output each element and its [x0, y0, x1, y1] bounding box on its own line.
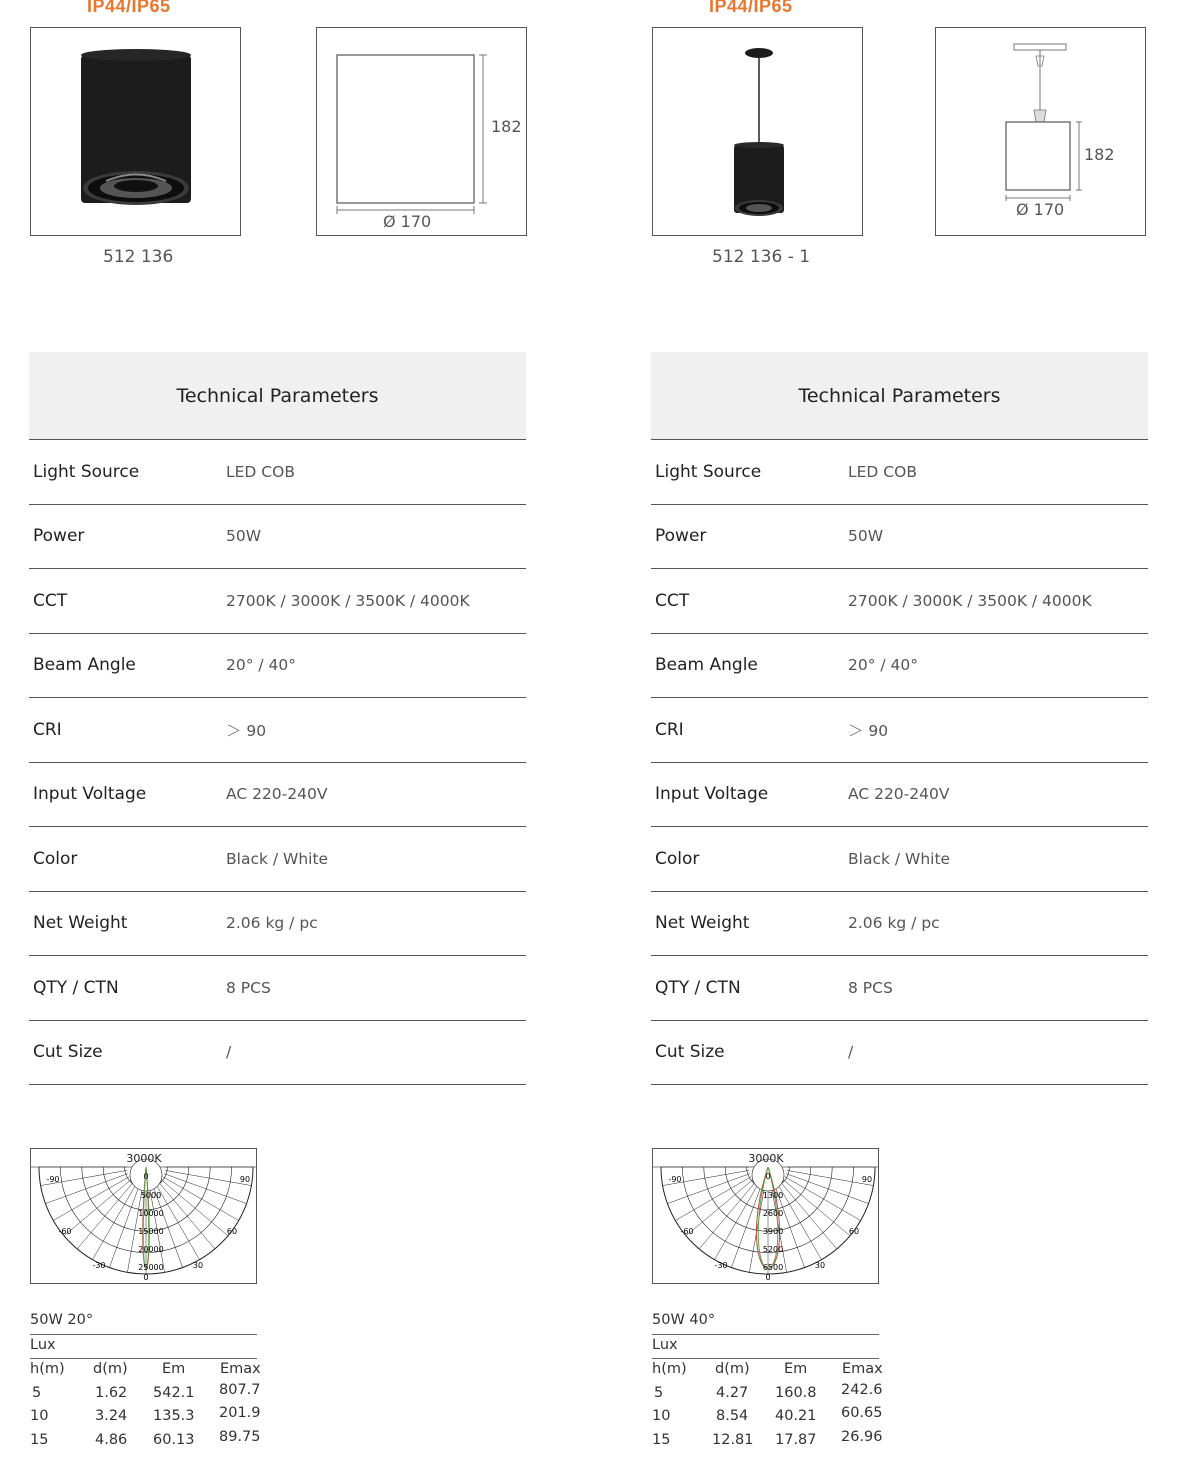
param-label: CRI [655, 719, 684, 740]
param-label: Cut Size [33, 1042, 103, 1063]
param-value: 2.06 kg / pc [226, 914, 318, 933]
lux-cell: 160.8 [775, 1384, 817, 1401]
param-value: 20° / 40° [226, 656, 297, 675]
param-label: Input Voltage [33, 784, 147, 805]
lux-spec: 50W 20° [30, 1312, 94, 1328]
polar-spoke [780, 1182, 836, 1249]
lux-header: h(m) [652, 1361, 687, 1377]
polar-cct-label: 3000K [748, 1152, 784, 1165]
param-label: Light Source [655, 461, 762, 482]
param-label: CCT [655, 590, 690, 611]
polar-spoke [783, 1179, 850, 1235]
param-label: QTY / CTN [655, 977, 741, 998]
product-code: 512 136 - 1 [712, 247, 811, 267]
dimension-drawing-downlight [316, 27, 527, 236]
polar-spoke [715, 1184, 759, 1260]
param-label: Light Source [33, 461, 140, 482]
polar-spoke [77, 1182, 133, 1249]
polar-spoke [675, 1177, 751, 1221]
angle-label: -90 [668, 1175, 682, 1184]
param-value: 8 PCS [848, 978, 893, 997]
param-value: LED COB [226, 462, 295, 481]
ring-value: 6500 [762, 1263, 784, 1272]
polar-spoke [163, 1177, 239, 1221]
ring-value: 15000 [138, 1227, 164, 1236]
lux-header: Emax [842, 1361, 883, 1377]
table-row [651, 763, 1148, 828]
table-row [29, 763, 526, 828]
lux-cell: 15 [30, 1431, 49, 1448]
table-row [652, 1381, 883, 1407]
angle-label: 0 [765, 1273, 771, 1282]
ring-value: 5200 [762, 1245, 784, 1254]
lux-cell: 3.24 [95, 1408, 128, 1424]
lux-cell: 4.86 [95, 1431, 128, 1448]
param-value: 2700K / 3000K / 3500K / 4000K [226, 591, 470, 610]
table-row [30, 1381, 261, 1407]
lux-cell: 60.13 [153, 1431, 195, 1448]
lux-cell: 60.65 [841, 1405, 883, 1421]
lux-cell: 5 [654, 1384, 664, 1401]
angle-label: 60 [226, 1227, 238, 1236]
param-label: Color [655, 848, 700, 869]
dimension-height: 182 [491, 117, 522, 136]
param-value: AC 220-240V [848, 785, 950, 804]
param-value: 8 PCS [226, 978, 271, 997]
lux-header: h(m) [30, 1361, 65, 1377]
lux-spec: 50W 40° [652, 1312, 716, 1328]
param-label: Net Weight [33, 913, 128, 934]
angle-label: 0 [143, 1273, 149, 1282]
lux-cell: 201.9 [219, 1405, 261, 1421]
polar-spoke [158, 1182, 214, 1249]
polar-spoke [53, 1177, 129, 1221]
angle-label: 0 [143, 1172, 149, 1181]
param-label: Power [655, 526, 707, 547]
table-row [29, 634, 526, 699]
ring-value: 20000 [138, 1245, 164, 1254]
lux-cell: 10 [652, 1408, 671, 1424]
lux-cell: 807.7 [219, 1381, 261, 1398]
table-row [651, 698, 1148, 763]
angle-label: 60 [848, 1227, 860, 1236]
product-photo-downlight [30, 27, 241, 236]
param-value: 50W [226, 527, 262, 546]
param-value: AC 220-240V [226, 785, 328, 804]
angle-label: 30 [192, 1261, 204, 1270]
lux-cell: 26.96 [841, 1428, 883, 1445]
angle-label: 90 [861, 1175, 873, 1184]
param-value: 2700K / 3000K / 3500K / 4000K [848, 591, 1092, 610]
lux-cell: 40.21 [775, 1408, 817, 1424]
table-row [652, 1428, 883, 1454]
param-label: Input Voltage [655, 784, 769, 805]
param-label: CCT [33, 590, 68, 611]
table-row [29, 569, 526, 634]
product-photo-pendant [652, 27, 863, 236]
lux-header-row [652, 1359, 883, 1383]
ring-value: 1300 [762, 1191, 784, 1200]
param-label: Color [33, 848, 78, 869]
angle-label: -30 [92, 1261, 106, 1270]
ring-value: 25000 [138, 1263, 164, 1272]
lux-header: d(m) [715, 1361, 750, 1377]
polar-cct-label: 3000K [126, 1152, 162, 1165]
param-value: 50W [848, 527, 884, 546]
polar-spoke [161, 1179, 228, 1235]
product-code: 512 136 [103, 247, 174, 267]
lux-cell: 12.81 [712, 1431, 754, 1448]
table-row [651, 634, 1148, 699]
angle-label: -30 [714, 1261, 728, 1270]
param-value: 2.06 kg / pc [848, 914, 940, 933]
technical-parameters-table [651, 352, 1148, 1085]
lux-cell: 15 [652, 1431, 671, 1448]
polar-spoke [686, 1179, 753, 1235]
polar-spoke [164, 1174, 246, 1204]
param-value: ＞ 90 [848, 721, 889, 740]
lux-header-row [30, 1359, 261, 1383]
polar-spoke [786, 1174, 868, 1204]
param-label: CRI [33, 719, 62, 740]
ring-value: 10000 [138, 1209, 164, 1218]
param-label: Net Weight [655, 913, 750, 934]
table-row [652, 1405, 883, 1430]
table-row [651, 827, 1148, 892]
polar-spoke [64, 1179, 131, 1235]
dimension-drawing-pendant [935, 27, 1146, 236]
lux-unit: Lux [652, 1336, 678, 1353]
lux-cell: 135.3 [153, 1408, 195, 1424]
table-row [651, 956, 1148, 1021]
polar-spoke [699, 1182, 755, 1249]
polar-spoke [778, 1184, 822, 1260]
angle-label: 30 [814, 1261, 826, 1270]
param-value: Black / White [848, 849, 951, 868]
lux-header: Emax [220, 1361, 261, 1377]
param-label: Beam Angle [33, 655, 136, 676]
technical-parameters-table [29, 352, 526, 1085]
param-value: 20° / 40° [848, 656, 919, 675]
angle-label: -60 [680, 1227, 694, 1236]
ring-value: 2600 [762, 1209, 784, 1218]
lux-cell: 8.54 [716, 1408, 749, 1424]
table-row [29, 892, 526, 957]
table-row [29, 956, 526, 1021]
table-row [29, 827, 526, 892]
table-row [29, 698, 526, 763]
lux-cell: 17.87 [775, 1431, 817, 1448]
table-row [651, 569, 1148, 634]
param-label: QTY / CTN [33, 977, 119, 998]
polar-spoke [785, 1177, 861, 1221]
ring-value: 5000 [140, 1191, 162, 1200]
lux-header: d(m) [93, 1361, 128, 1377]
param-label: Cut Size [655, 1042, 725, 1063]
param-label: Power [33, 526, 85, 547]
table-row [29, 505, 526, 570]
polar-spoke [109, 1185, 139, 1267]
lux-cell: 5 [32, 1384, 42, 1401]
lux-header: Em [784, 1361, 808, 1377]
ring-value: 3900 [762, 1227, 784, 1236]
lux-cell: 4.27 [716, 1384, 749, 1401]
lux-cell: 242.6 [841, 1381, 883, 1398]
table-title: Technical Parameters [651, 352, 1148, 440]
ip-rating-label: IP44/IP65 [709, 0, 793, 16]
lux-table [30, 1310, 261, 1453]
lux-cell: 10 [30, 1408, 49, 1424]
lux-cell: 542.1 [153, 1384, 195, 1401]
angle-label: -60 [58, 1227, 72, 1236]
table-row [29, 440, 526, 505]
table-row [651, 440, 1148, 505]
lux-cell: 89.75 [219, 1428, 261, 1445]
table-row [30, 1428, 261, 1454]
param-value: / [848, 1043, 854, 1062]
table-row [651, 505, 1148, 570]
param-value: LED COB [848, 462, 917, 481]
dimension-diameter: Ø 170 [383, 212, 432, 231]
dimension-diameter: Ø 170 [1016, 200, 1065, 219]
ip-rating-label: IP44/IP65 [87, 0, 171, 16]
lux-header: Em [162, 1361, 186, 1377]
polar-light-distribution-diagram [30, 1148, 257, 1284]
lux-table [652, 1310, 883, 1453]
table-row [651, 1021, 1148, 1086]
param-label: Beam Angle [655, 655, 758, 676]
table-row [30, 1405, 261, 1430]
lux-cell: 1.62 [95, 1384, 128, 1401]
param-value: Black / White [226, 849, 329, 868]
polar-light-distribution-diagram [652, 1148, 879, 1284]
angle-label: 0 [765, 1172, 771, 1181]
lux-unit: Lux [30, 1336, 56, 1353]
table-row [651, 892, 1148, 957]
angle-label: 90 [239, 1175, 251, 1184]
param-value: ＞ 90 [226, 721, 267, 740]
param-value: / [226, 1043, 232, 1062]
dimension-height: 182 [1084, 145, 1115, 164]
table-title: Technical Parameters [29, 352, 526, 440]
polar-spoke [93, 1184, 137, 1260]
angle-label: -90 [46, 1175, 60, 1184]
table-row [29, 1021, 526, 1086]
